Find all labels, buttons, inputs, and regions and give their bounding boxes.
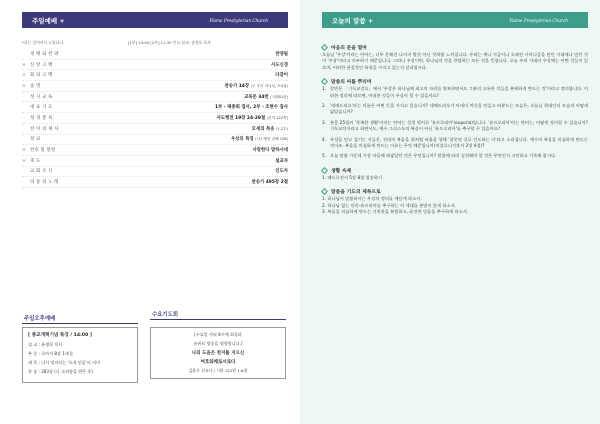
question-item: 1. 칼빈은 「기독교강요」에서 '우상은 하나님께 최고의 자리를 양보하면서도 그분의 고유한 것들을 분배하게 만드는 것'이라고 정의합니다. 이러한 정의에 따르면, 어떠한 것들이 우상이 될 수 있을까요? — [322, 87, 588, 99]
wednesday-sermon-title: 나의 도움은 천지를 지으신 — [191, 351, 245, 356]
worship-order-row — [22, 145, 288, 156]
question-item: 5. 오늘 말씀 가운데 가장 마음에 와닿았던 것은 무엇입니까? 말씀에 따라 실천해야 할 것은 무엇인지 고민하고 기록해 봅시다. — [322, 154, 557, 160]
homework-section — [322, 167, 588, 182]
order-label: 설 교 — [30, 137, 41, 143]
order-label: 찬 미 의 제 사 — [30, 126, 59, 132]
questions-title: 말씀의 씨를 뿌리며 — [331, 80, 372, 86]
diamond-icon — [321, 188, 328, 195]
order-content-detail: (시편81편) — [270, 94, 288, 99]
order-content: 우상의 특징 (사도행전 강해 128) — [230, 137, 288, 143]
diamond-icon — [321, 44, 328, 51]
worship-order-row — [22, 60, 288, 71]
wednesday-speaker: 김윤우 선교사 / 시편 121편 1-8절 — [188, 368, 248, 373]
order-content-detail: (주 우리 하나님, 3·4절) — [250, 83, 288, 88]
wednesday-sermon-title: 여호와께로서로다 — [200, 360, 236, 365]
order-of-worship — [22, 49, 288, 188]
opening-body: 오늘날 '우상'이라는 단어는, 너무 흔해진 나머지 별것 아닌 것처럼 느껴집니다. 우리는 예나 지금이나 오래전 사마니즘을 믿던 시대에나 믿던 것이 '우상'이라고 치부하기 때문입니다. 그러나 우상이란, 하나님의 것을 찬탈하는 모든 것을 뜻합니다. 오늘 우리 시대의 우상에는 어떤 것들이 있으며, 어떠한 본질적인 특징을 가지고 있는지 살펴봅시다. — [322, 53, 588, 71]
wednesday-prayer-box — [150, 327, 286, 379]
worship-order-row — [22, 135, 288, 146]
church-name: Flame Presbyterian Church — [509, 17, 568, 23]
worship-order-row — [22, 81, 288, 92]
order-content: 사도신경 — [271, 62, 288, 68]
order-content: 다같이 — [275, 73, 288, 79]
service-times: [1부] 10:00 [2부] 11:30 인도:설교: 장현표 목사 — [128, 40, 211, 45]
prayer-title: 말씀을 기도의 제목으로 — [331, 190, 381, 196]
afternoon-line: 본 문 : 로마서 8장 1-4절 — [28, 351, 73, 356]
wednesday-note: 유튜브 방송을 병행합니다.] — [193, 341, 243, 346]
order-person: 인도자 — [275, 169, 288, 175]
opening-title: 마음의 문을 열며 — [331, 46, 367, 51]
diamond-icon — [321, 78, 328, 85]
church-name: Flame Presbyterian Church — [209, 17, 268, 23]
order-content: 모세의 특송 (1,2부) — [251, 126, 288, 132]
order-content: 찬송가 14장 (주 우리 하나님, 3·4절) — [224, 83, 288, 89]
question-item: 3. 본문 25절의 '풍족한 생활'이라는 단어는 성경 원어로 '유프로리아'(euporia)입니다. '유프로리아'라는 단어는, 어떻게 정의할 수 있습니까? 기독교인이라고 하면서도, 예수 그리스도의 복음이 아닌 '유프로리아'를 추구할 수 있을까요? — [322, 120, 588, 133]
order-label: 회 의 고 백 — [30, 73, 53, 79]
order-person: 설교자 — [275, 158, 288, 164]
order-content: 교독문 34번 (시편81편) — [244, 94, 288, 100]
afternoon-line: 제 목 : 다시 정의되는 '오직 믿음'의 의미 — [28, 360, 101, 365]
question-item: 4. 우상을 믿고 섬기는 자들은, 진리의 복음을 위처럼 바울을 향해 '잘못된 길로 인도하는 자'라고 소리칩니다. 예수의 복음을 의심하게 만드는 것이죠. 복음을 의심하게 만드는 이유는 무엇 때문입니까(마살로니가후서 2장 4절)? — [322, 137, 588, 150]
order-label: 파 송 의 노 래 — [30, 180, 59, 186]
worship-order-row — [22, 92, 288, 103]
order-label: 성 시 교 독 — [30, 94, 53, 100]
standing-star: ＊ — [22, 61, 26, 67]
wednesday-note: [수요일 저녁 8시에 회집과 — [194, 332, 242, 337]
questions-section — [322, 78, 588, 161]
order-label: 신 앙 고 백 — [30, 62, 53, 68]
order-content-detail: (1,2부) — [276, 126, 288, 131]
word-header-title: 오늘의 말씀 + — [332, 16, 374, 25]
order-content-detail: (사도행전 강해 128) — [255, 137, 288, 142]
diamond-icon — [321, 167, 328, 174]
standing-star: ＊ — [22, 72, 26, 78]
homework-item: 1. 베드로전서 5장 8절 암송하기 — [322, 175, 383, 181]
order-content: 찬송가 495장 2절 — [251, 180, 288, 186]
prayer-section — [322, 188, 588, 216]
opening-section — [322, 44, 588, 72]
order-label: 축 도 — [30, 158, 41, 164]
prayer-item: 3. 복음을 의심하게 만드는 가치관을 분별하고, 굳건한 믿음을 추구하게 하소서. — [322, 210, 469, 216]
wednesday-divider — [150, 319, 286, 320]
afternoon-title: [ 종교개혁기념 특강 / 14:00 ] — [28, 333, 92, 338]
order-label: 성 경 봉 독 — [30, 115, 53, 121]
afternoon-line: 찬 송 : 283장 (나 속죄함을 받은 후) — [28, 369, 93, 374]
afternoon-line: 설 교 : 윤생헌 목사 — [28, 342, 63, 347]
standing-note: *표는 일어서서 드립니다. — [22, 40, 65, 45]
afternoon-divider — [22, 323, 138, 324]
worship-order-row — [22, 167, 288, 178]
sermon-guide — [322, 44, 588, 223]
order-content-detail: (신약 222쪽) — [266, 115, 288, 120]
worship-order-row — [22, 177, 288, 188]
afternoon-service-box — [22, 327, 138, 383]
worship-order-row — [22, 102, 288, 113]
worship-header-title: 주일예배 + — [32, 16, 65, 25]
service-note-row — [22, 40, 288, 46]
order-content: 사도행전 19장 24-29절 (신약 222쪽) — [216, 115, 288, 121]
standing-star: ＊ — [22, 157, 26, 163]
prayer-item: 2. 하나님 없는 안목-유프리아를 추구하는 이 세대를 본받지 않게 하소서. — [322, 203, 457, 209]
wednesday-heading: 수요기도회 — [152, 312, 179, 318]
right-page — [300, 0, 600, 424]
order-label: 찬송 및 봉헌 — [30, 148, 56, 154]
order-label: 대 표 기 도 — [30, 105, 53, 111]
worship-order-row — [22, 49, 288, 60]
order-content: 찬양팀 — [275, 51, 288, 57]
prayer-item: 1. 하나님이 말씀하시는 우상의 정의를 깨닫게 하소서. — [322, 197, 422, 203]
question-item: 2. '데메드리오'라는 이름은 어떤 뜻을 가지고 있습니까? 데메드리오가 아데미 여신을 만들고 따분드는 모습은, 오늘날 현대인의 모습과 어떻게 닮았습니까? — [322, 104, 588, 116]
standing-star: ＊ — [22, 82, 26, 88]
afternoon-heading: 주일오후예배 — [24, 316, 56, 322]
order-content: 사랑한다 말하시네 — [252, 148, 288, 154]
homework-title: 생활 숙제 — [331, 168, 352, 174]
worship-order-row — [22, 113, 288, 124]
worship-order-row — [22, 70, 288, 81]
order-content: 1부 - 제종희 집사, 2부 - 조현수 집사 — [214, 105, 288, 111]
worship-order-row — [22, 156, 288, 167]
worship-header-bar — [22, 12, 288, 28]
order-label: 교 회 소 식 — [30, 169, 53, 175]
order-label: 경 배 와 찬 양 — [30, 51, 59, 57]
word-header-bar — [322, 12, 588, 28]
standing-star: ＊ — [22, 147, 26, 153]
order-label: 송 영 — [30, 83, 41, 89]
worship-order-row — [22, 124, 288, 135]
